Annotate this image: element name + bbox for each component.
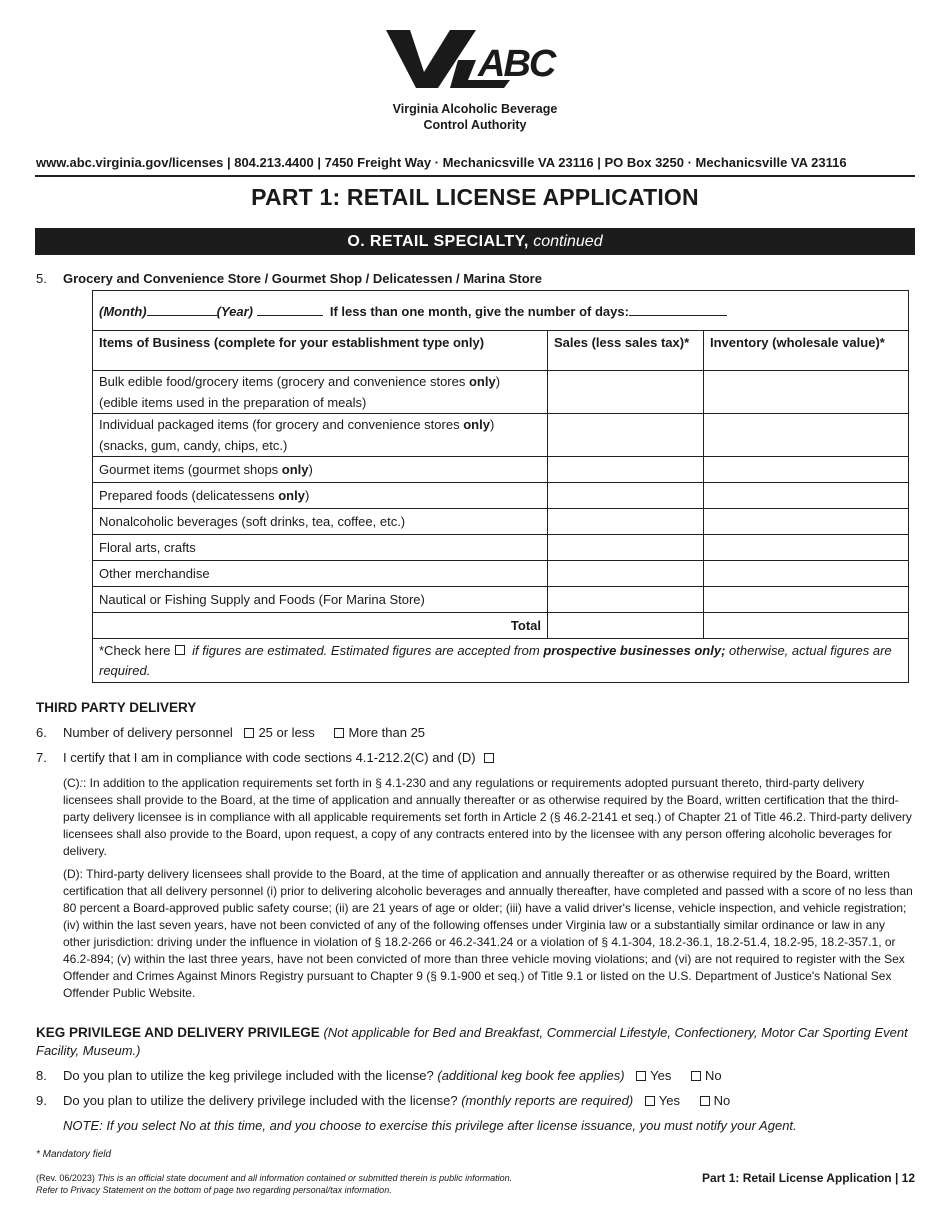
q6-more-than-25-checkbox[interactable] [334, 728, 344, 738]
sales-cell[interactable] [548, 457, 704, 483]
q8-number: 8. [36, 1068, 47, 1083]
keg-heading: KEG PRIVILEGE AND DELIVERY PRIVILEGE (Not applicable for Bed and Breakfast, Commercial Lifestyle, Confectionery, Motor Car Sporting Event Facility, Museum.) [36, 1025, 908, 1058]
sales-cell[interactable] [548, 561, 704, 587]
total-row [93, 613, 909, 639]
inventory-cell[interactable] [704, 509, 909, 535]
q9-label: Do you plan to utilize the delivery privilege included with the license? (monthly reports are required) Yes No [63, 1093, 731, 1108]
col-sales-header: Sales (less sales tax)* [548, 331, 704, 371]
q7-compliance-checkbox[interactable] [484, 753, 494, 763]
sales-cell[interactable] [548, 483, 704, 509]
table-row: Nonalcoholic beverages (soft drinks, tea, coffee, etc.) [93, 509, 909, 535]
section-c-text: (C):: In addition to the application requirements set forth in § 4.1-230 and any regulations or requirements adopted pursuant thereto, third-party delivery licensees shall provide to the Board, at the time of application and annually thereafter or as otherwise required by the Board, written certification that the third-party delivery licensee is in compliance with all applicable requirements set forth in Article 2 (§ 46.2-2141 et seq.) of Chapter 21 of Title 46.2. Third-party delivery licensees shall also provide to the Board, upon request, a copy of any contracts entered into by the licensee with any person offering alcoholic beverages for delivery. [63, 776, 912, 858]
agency-name-line1: Virginia Alcoholic Beverage [392, 102, 558, 116]
sales-cell[interactable] [548, 414, 704, 457]
inventory-cell[interactable] [704, 535, 909, 561]
inventory-cell[interactable] [704, 371, 909, 414]
section-header [35, 228, 915, 255]
q6-number: 6. [36, 725, 47, 740]
total-sales-cell[interactable] [548, 613, 704, 639]
logo-graphic [380, 26, 570, 94]
month-label: (Month) [99, 303, 147, 319]
va-abc-logo [380, 26, 570, 94]
header-divider [35, 175, 915, 177]
inventory-cell[interactable] [704, 587, 909, 613]
inventory-cell[interactable] [704, 457, 909, 483]
year-field[interactable] [257, 303, 323, 316]
sales-cell[interactable] [548, 371, 704, 414]
section-suffix: continued [533, 233, 603, 250]
mandatory-note: * Mandatory field [36, 1149, 112, 1160]
q9-yes-checkbox[interactable] [645, 1096, 655, 1106]
q9-no-checkbox[interactable] [700, 1096, 710, 1106]
q8-label: Do you plan to utilize the keg privilege included with the license? (additional keg book fee applies) Yes No [63, 1068, 722, 1083]
q7-number: 7. [36, 750, 47, 765]
third-party-heading: THIRD PARTY DELIVERY [36, 700, 197, 715]
page-label: Part 1: Retail License Application | 12 [702, 1171, 915, 1185]
year-label: (Year) [216, 303, 254, 319]
inventory-cell[interactable] [704, 561, 909, 587]
q7-label: I certify that I am in compliance with code sections 4.1-212.2(C) and (D) [63, 750, 498, 765]
table-row: Gourmet items (gourmet shops only) [93, 457, 909, 483]
footer-notice: (Rev. 06/2023) This is an official state document and all information contained or submitted therein is public information. Refer to Privacy Statement on the bottom of page two regarding personal/tax information. [36, 1173, 513, 1195]
table-row: Nautical or Fishing Supply and Foods (For Marina Store) [93, 587, 909, 613]
keg-note: NOTE: If you select No at this time, and you choose to exercise this privilege after license issuance, you must notify your Agent. [63, 1118, 797, 1133]
table-row: Other merchandise [93, 561, 909, 587]
sales-cell[interactable] [548, 535, 704, 561]
period-row [93, 291, 909, 331]
q6-label: Number of delivery personnel 25 or less More than 25 [63, 725, 426, 740]
agency-name-line2: Control Authority [423, 118, 527, 132]
table-row: Individual packaged items (for grocery and convenience stores only) (snacks, gum, candy, chips, etc.) [93, 414, 909, 457]
col-items-header: Items of Business (complete for your establishment type only) [93, 331, 548, 371]
estimated-checkbox[interactable] [175, 645, 185, 655]
table-row: Bulk edible food/grocery items (grocery and convenience stores only) (edible items used in the preparation of meals) [93, 371, 909, 414]
q8-no-checkbox[interactable] [691, 1071, 701, 1081]
inventory-cell[interactable] [704, 483, 909, 509]
q6-25-or-less-checkbox[interactable] [244, 728, 254, 738]
estimate-note: *Check here if figures are estimated. Estimated figures are accepted from prospective businesses only; otherwise, actual figures are required. [93, 639, 909, 683]
col-inventory-header: Inventory (wholesale value)* [704, 331, 909, 371]
table-row: Prepared foods (delicatessens only) [93, 483, 909, 509]
section-label: O. RETAIL SPECIALTY, [347, 233, 529, 250]
total-label: Total [93, 613, 548, 639]
q5-label: Grocery and Convenience Store / Gourmet Shop / Delicatessen / Marina Store [63, 271, 542, 286]
contact-info: www.abc.virginia.gov/licenses | 804.213.4400 | 7450 Freight Way · Mechanicsville VA 23116 | PO Box 3250 · Mechanicsville VA 23116 [36, 155, 847, 170]
svg-text:ABC: ABC [478, 43, 555, 85]
q5-number: 5. [36, 271, 47, 286]
page-title: PART 1: RETAIL LICENSE APPLICATION [251, 184, 699, 210]
q9-number: 9. [36, 1093, 47, 1108]
total-inventory-cell[interactable] [704, 613, 909, 639]
sales-cell[interactable] [548, 509, 704, 535]
month-field[interactable] [147, 303, 217, 316]
table-row: Floral arts, crafts [93, 535, 909, 561]
inventory-cell[interactable] [704, 414, 909, 457]
days-field[interactable] [629, 303, 727, 316]
days-label: If less than one month, give the number of days: [329, 303, 629, 319]
business-items-table [92, 290, 909, 683]
section-d-text: (D): Third-party delivery licensees shall provide to the Board, at the time of application and annually thereafter or as otherwise required by the Board, written certification that all delivery personnel (i) prior to delivering alcoholic beverages and annually thereafter, have completed and passed with a score of no less than 80 percent a Board-approved public safety course; (ii) are 21 years of age or older; (iii) have a valid driver's license, vehicle inspection, and vehicle registration; (iv) within the last seven years, have not been convicted of any of the following offenses under Virginia law or a substantially similar ordinance or law in any other jurisdiction: driving under the influence in violation of § 18.2-266 or 46.2-341.24 or a violation of § 4.1-304, 18.2-36.1, 18.2-51.4, 18.2-95, 18.2-357.1, or 46.2-894; (v) within the last three years, have not been convicted of more than three vehicle moving violations; and (vi) are not required to register with the Sex Offender and Crimes Against Minors Registry pursuant to Chapter 9 (§ 9.1-900 et seq.) of Title 9.1 or listed on the U.S. Department of Justice's National Sex Offender Public Website. [63, 867, 913, 1000]
sales-cell[interactable] [548, 587, 704, 613]
q8-yes-checkbox[interactable] [636, 1071, 646, 1081]
